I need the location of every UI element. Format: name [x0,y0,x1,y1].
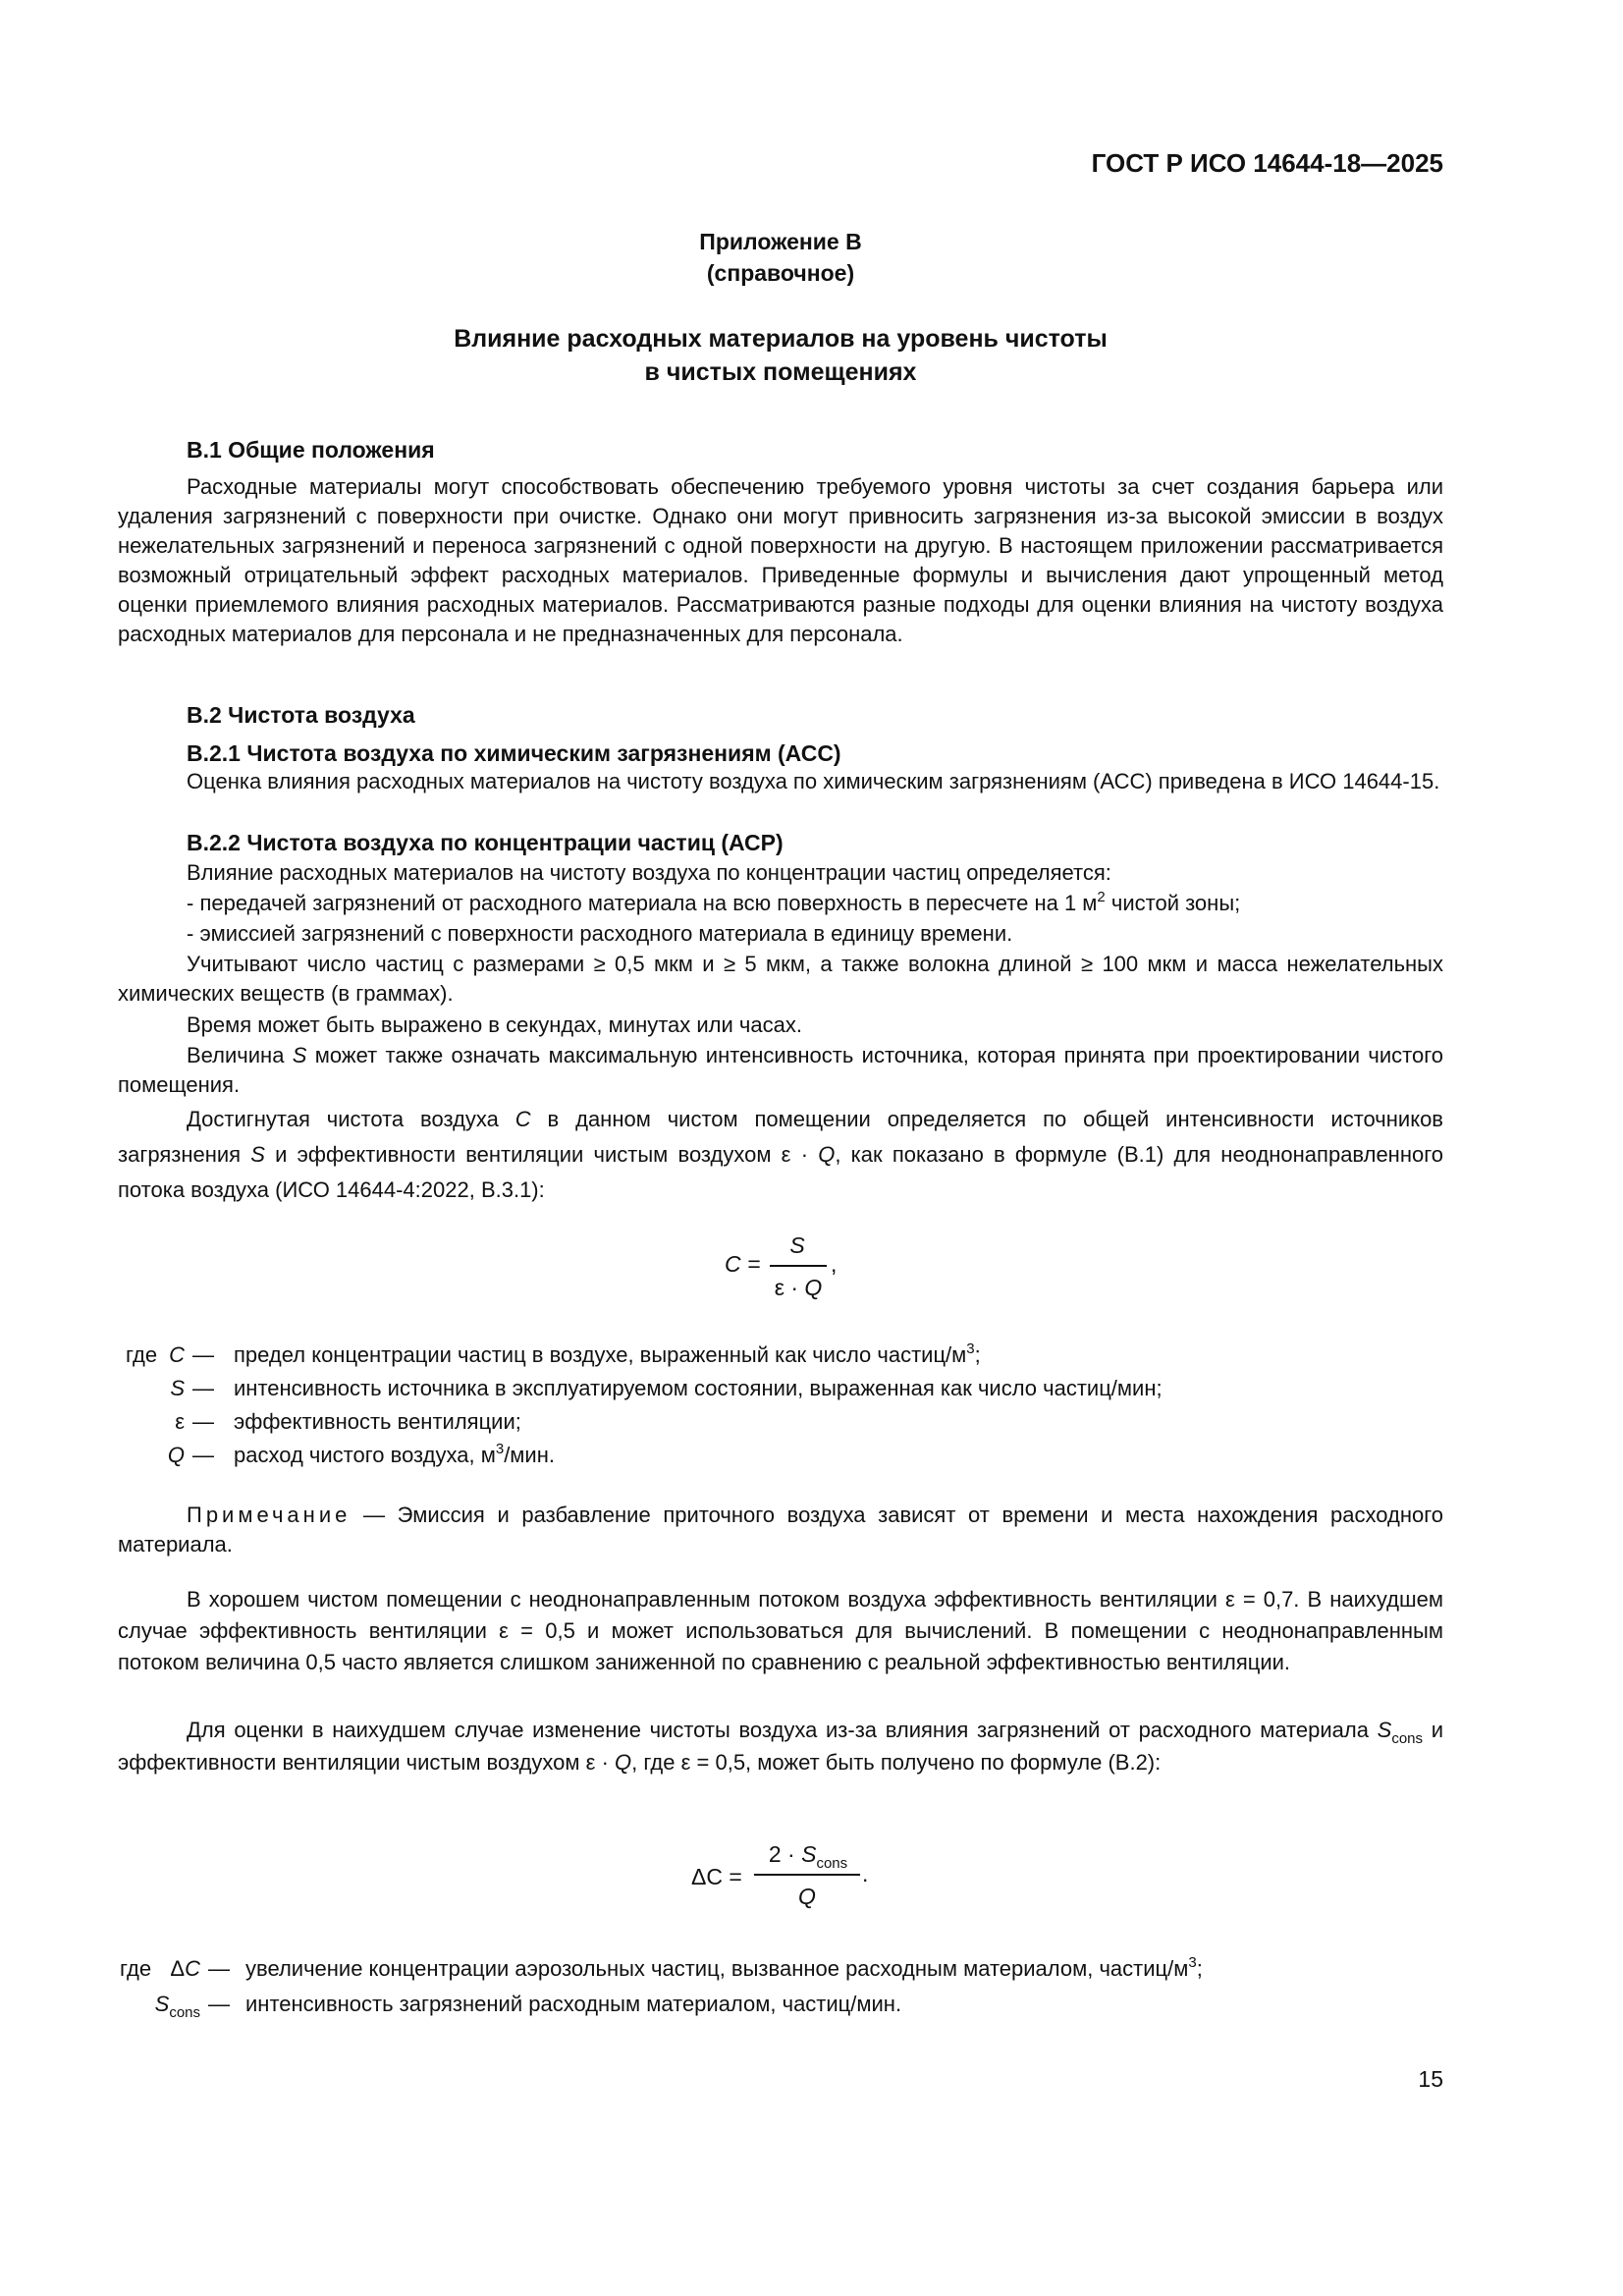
section-b1-text: Расходные материалы могут способствовать обеспечению требуемого уровня чистоты за счет создания барьера или удаления загрязнений с поверхности при очистке. Однако они могут привносить загрязнения из-за высокой эмиссии в воздух нежелательных загрязнений и переноса загрязнений с одной поверхности на другую. В настоящем приложении рассматривается возможный отрицательный эффект расходных материалов. Приведенные формулы и вычисления дают упрощенный метод оценки приемлемого влияния расходных материалов. Рассматриваются разные подходы для оценки влияния на чистоту воздуха расходных материалов для персонала и не предназначенных для персонала. [118,474,1443,646]
appendix-type: (справочное) [706,260,855,286]
page-number: 15 [1418,2066,1443,2092]
paragraph-achieved-cleanliness: Достигнутая чистота воздуха C в данном чистом помещении определяется по общей интенсивности источников загрязнения S и эффективности вентиляции чистым воздухом ε · Q, как показано в формуле (В.1) для неоднонаправленного потока воздуха (ИСО 14644-4:2022, В.3.1): [118,1107,1443,1202]
list-item: - эмиссией загрязнений с поверхности расходного материала в единицу времени. [187,921,1013,946]
appendix-label: Приложение В [699,229,862,254]
section-b1-heading: В.1 Общие положения [187,437,435,463]
paragraph-worst-case: Для оценки в наихудшем случае изменение чистоты воздуха из-за влияния загрязнений от расходного материала $S_{cons}$ и эффективности вентиляции чистым воздухом ε · Q, где ε = 0,5, может быть получено по формуле (В.2): [118,1718,1443,1775]
section-b22-heading: В.2.2 Чистота воздуха по концентрации частиц (АСР) [187,830,784,855]
paragraph-source-intensity: Величина S может также означать максимальную интенсивность источника, которая принята при проектировании чистого помещения. [118,1043,1443,1097]
section-b22-intro: Влияние расходных материалов на чистоту воздуха по концентрации частиц определяется: [187,860,1111,885]
document-page: ГОСТ Р ИСО 14644-18—2025 Приложение В (справочное) Влияние расходных материалов на уровень чистоты в чистых помещениях В.1 Общие положения Расходные материалы могут способствовать обеспечению требуемого уровня чистоты за счет создания барьера или удаления загрязнений с поверхности при очистке. Однако они могут привносить загрязнения из-за высокой эмиссии в воздух нежелательных загрязнений и переноса загрязнений с одной поверхности на другую. В настоящем приложении рассматривается возможный отрицательный эффект расходных материалов. Приведенные формулы и вычисления дают упрощенный метод оценки приемлемого влияния расходных материалов. Рассматриваются разные подходы для оценки влияния на чистоту воздуха расходных материалов для персонала и не предназначенных для персонала. В.2 Чистота воздуха В.2.1 Чистота воздуха по химическим загрязнениям (АСС) Оценка влияния расходных материалов на чистоту воздуха по химическим загрязнениям (АСС) приведена в ИСО 14644-15. В.2.2 Чистота воздуха по концентрации частиц (АСР) Влияние расходных материалов на чистоту воздуха по концентрации частиц определяется: - передачей загрязнений от расходного материала на всю поверхность в пересчете на 1 $м^2$ чистой зоны; - эмиссией загрязнений с поверхности расходного материала в единицу времени. Учитывают число частиц с размерами ≥ 0,5 мкм и ≥ 5 мкм, а также волокна длиной ≥ 100 мкм и масса нежелательных химических веществ (в граммах). Время может быть выражено в секундах, минутах или часах. Величина S может также означать максимальную интенсивность источника, которая принята при проектировании чистого помещения. Достигнутая чистота воздуха C в данном чистом помещении определяется по общей интенсивности источников загрязнения S и эффективности вентиляции чистым воздухом ε · Q, как показано в формуле (В.1) для неоднонаправленного потока воздуха (ИСО 14644-4:2022, В.3.1): C = S ε · Q , где C — предел концентрации частиц в воздухе, выраженный как число частиц/$м^3$; S — интенсивность источника в эксплуатируемом состоянии, выраженная как число частиц/мин; ε — эффективность вентиляции; Q — расход чистого воздуха, $м^3$/мин. Примечание — Эмиссия и разбавление приточного воздуха зависят от времени и места нахождения расходного материала. В хорошем чистом помещении с неоднонаправленным потоком воздуха эффективность вентиляции ε = 0,7. В наихудшем случае эффективность вентиляции ε = 0,5 и может использоваться для вычислений. В помещении с неоднонаправленным потоком величина 0,5 часто является слишком заниженной по сравнению с реальной эффективностью вентиляции. Для оценки в наихудшем случае изменение чистоты воздуха из-за влияния загрязнений от расходного материала $S_{cons}$ и эффективности вентиляции чистым воздухом ε · Q, где ε = 0,5, может быть получено по формуле (В.2): ΔC = $2 \cdot S_{cons}$ Q . где ΔC — увеличение концентрации аэрозольных частиц, вызванное расходным материалом, частиц/$м^3$; $S_{cons}$ — интенсивность загрязнений расходным материалом, частиц/мин. 15 [118,148,1443,2092]
appendix-title-line1: Влияние расходных материалов на уровень чистоты [454,325,1108,353]
appendix-title-line2: в чистых помещениях [644,358,917,386]
document-code: ГОСТ Р ИСО 14644-18—2025 [1091,148,1443,178]
paragraph-time-units: Время может быть выражено в секундах, минутах или часах. [187,1012,802,1037]
section-b21-heading: В.2.1 Чистота воздуха по химическим загрязнениям (АСС) [187,740,841,766]
section-b2-heading: В.2 Чистота воздуха [187,702,415,728]
note: Примечание — Эмиссия и разбавление приточного воздуха зависят от времени и места нахождения расходного материала. [118,1503,1443,1557]
paragraph-ventilation-efficiency: В хорошем чистом помещении с неоднонаправленным потоком воздуха эффективность вентиляции ε = 0,7. В наихудшем случае эффективность вентиляции ε = 0,5 и может использоваться для вычислений. В помещении с неоднонаправленным потоком величина 0,5 часто является слишком заниженной по сравнению с реальной эффективностью вентиляции. [118,1587,1443,1674]
section-b21-text: Оценка влияния расходных материалов на чистоту воздуха по химическим загрязнениям (АСС) приведена в ИСО 14644-15. [187,769,1440,793]
paragraph-particle-count: Учитывают число частиц с размерами ≥ 0,5 мкм и ≥ 5 мкм, а также волокна длиной ≥ 100 мкм и масса нежелательных химических веществ (в граммах). [118,952,1443,1006]
list-item: - передачей загрязнений от расходного материала на всю поверхность в пересчете на 1 $м^2$ чистой зоны; [187,889,1241,915]
